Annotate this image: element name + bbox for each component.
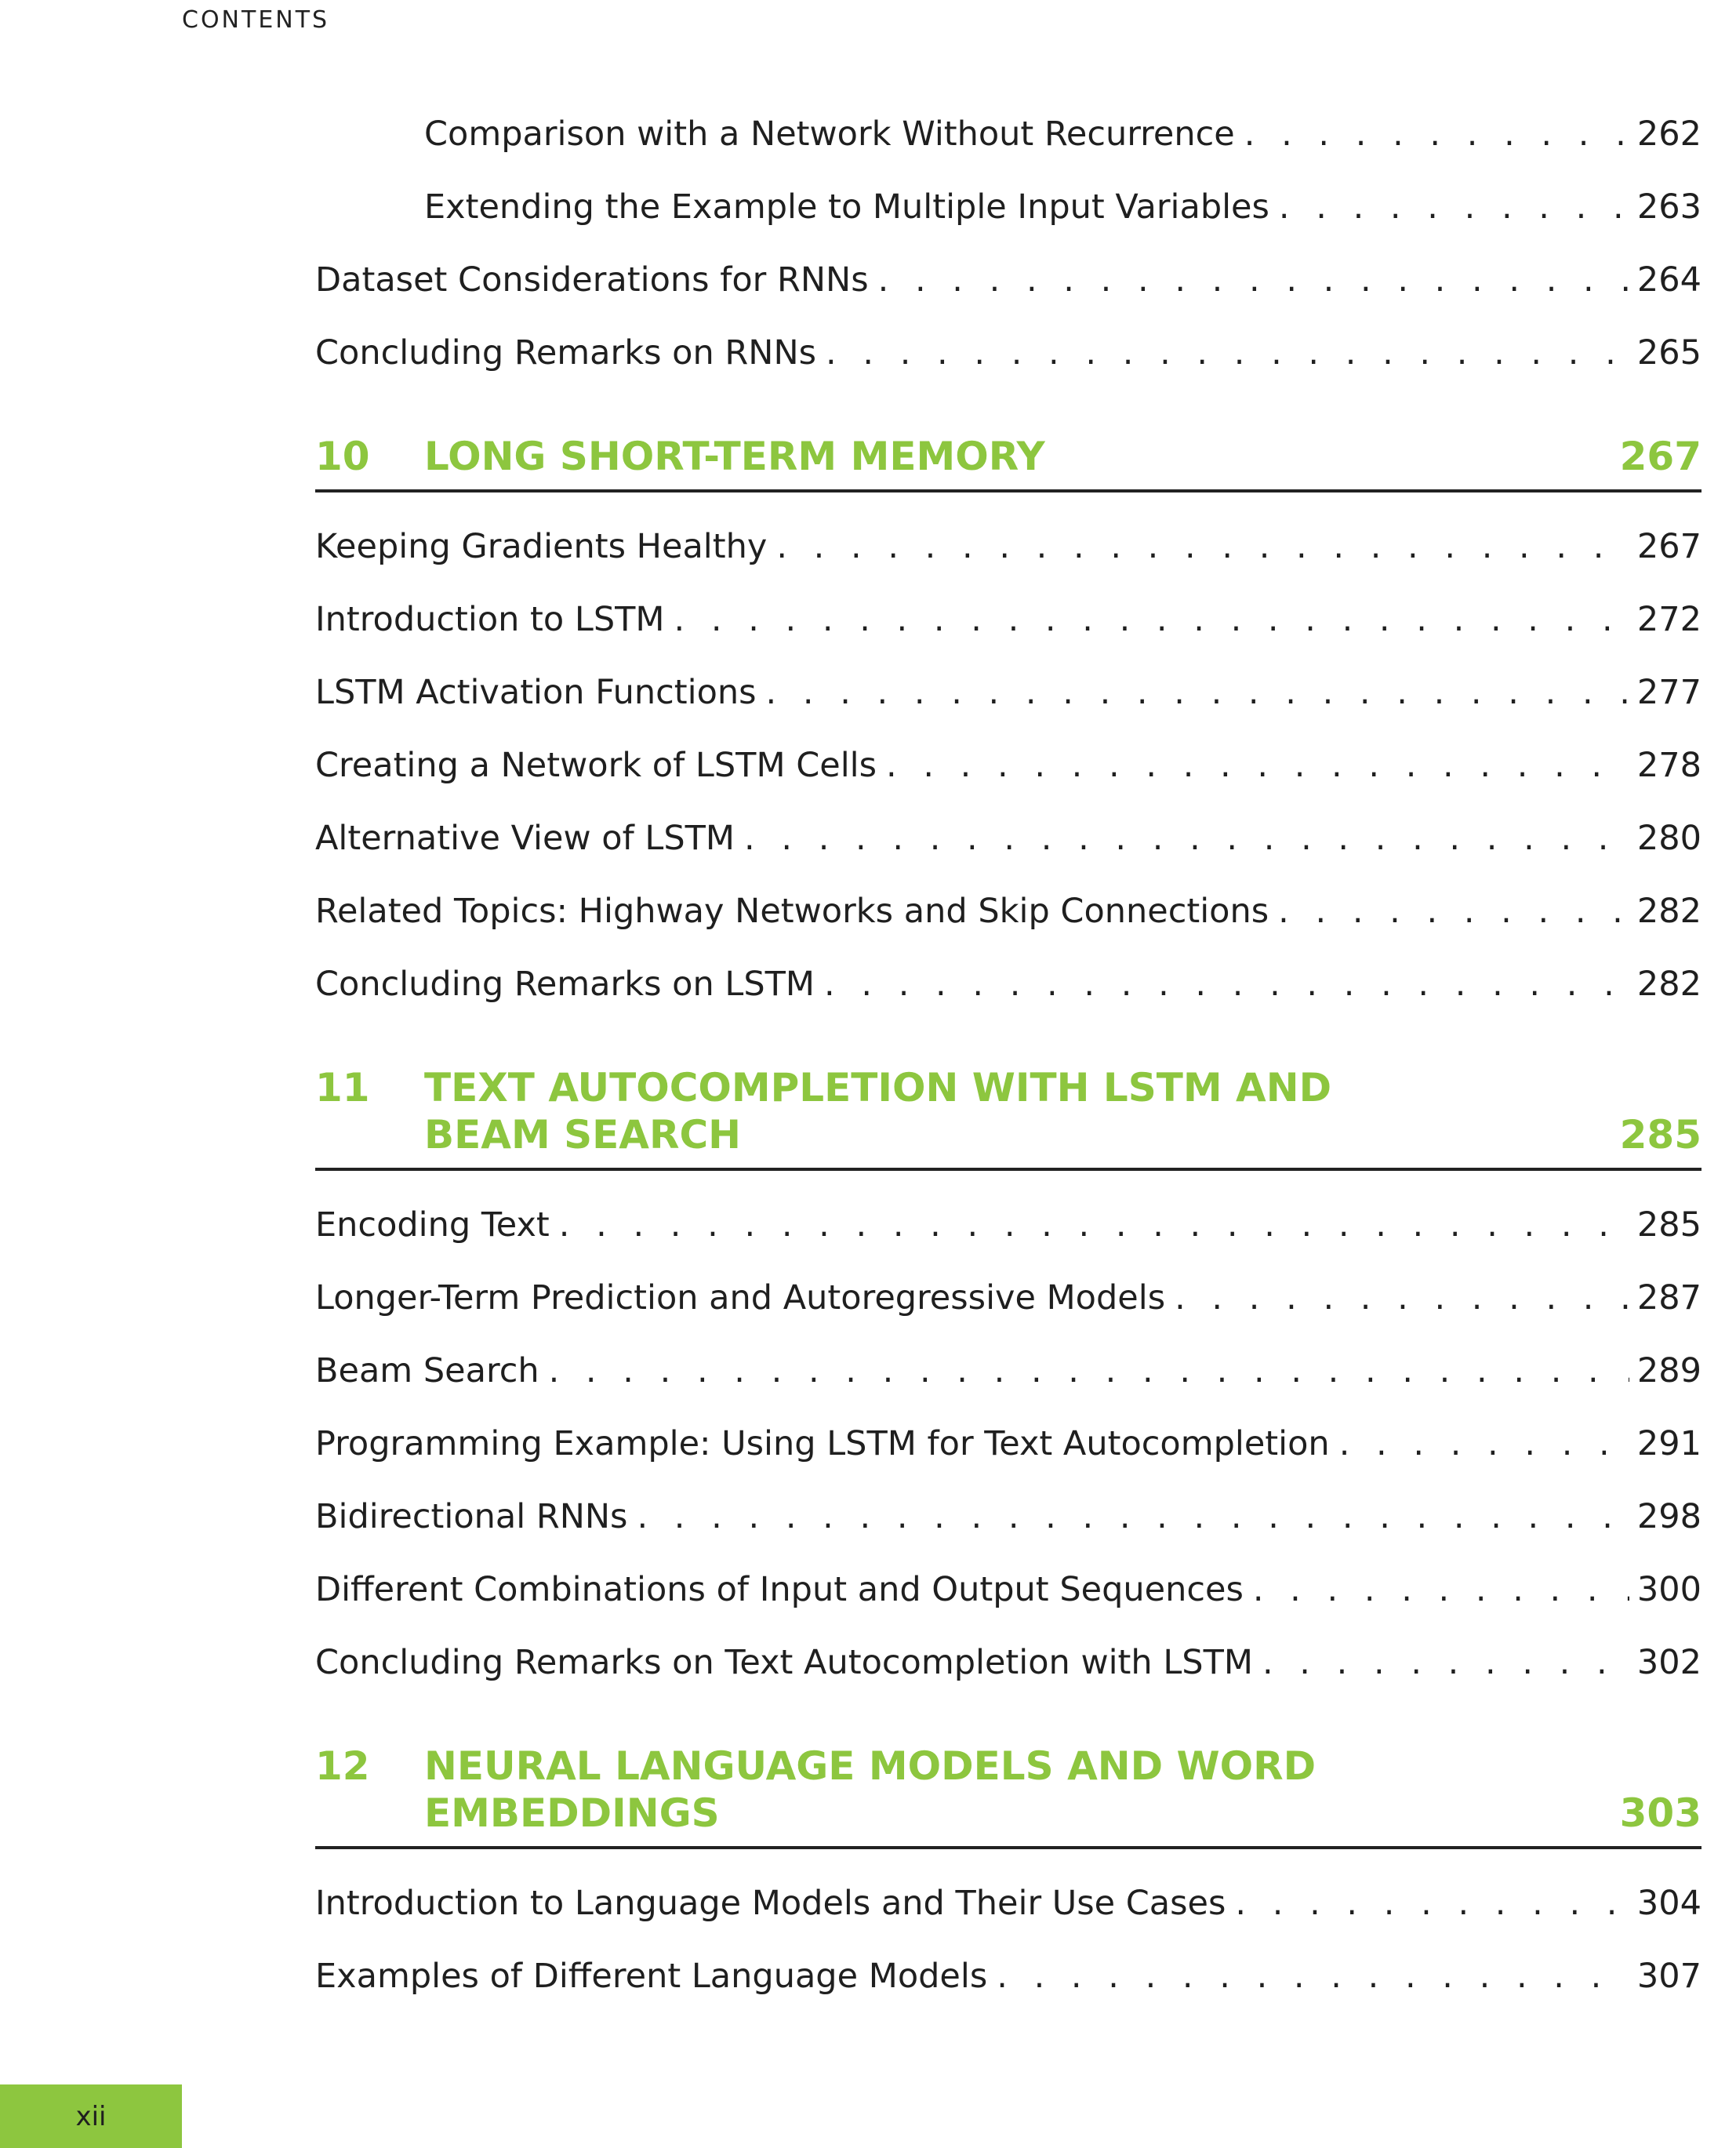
toc-entry-page: 264 bbox=[1636, 260, 1701, 300]
chapter-title: LONG SHORT-TERM MEMORY bbox=[424, 434, 1045, 479]
chapter-page: 285 bbox=[1619, 1112, 1701, 1158]
chapter-number: 12 bbox=[315, 1743, 370, 1789]
toc-entry-title: Creating a Network of LSTM Cells bbox=[315, 746, 877, 785]
toc-entry-page: 267 bbox=[1636, 527, 1701, 566]
dot-leader bbox=[549, 1354, 1629, 1388]
toc-entry[interactable] bbox=[315, 892, 1701, 968]
toc-entry-title: Comparison with a Network Without Recurrence bbox=[424, 114, 1235, 154]
toc-entry-title: Dataset Considerations for RNNs bbox=[315, 260, 869, 300]
toc-entry-page: 278 bbox=[1636, 746, 1701, 785]
toc-entry[interactable] bbox=[315, 1643, 1701, 1719]
toc-entry-title: Examples of Different Language Models bbox=[315, 1957, 988, 1996]
toc-entry-page: 272 bbox=[1636, 600, 1701, 639]
toc-entry[interactable] bbox=[315, 673, 1701, 749]
chapter-title-line-1: TEXT AUTOCOMPLETION WITH LSTM AND bbox=[424, 1065, 1332, 1110]
chapter-page: 303 bbox=[1619, 1790, 1701, 1836]
toc-entry-page: 282 bbox=[1636, 892, 1701, 931]
toc-entry-title: Concluding Remarks on LSTM bbox=[315, 965, 815, 1004]
toc-entry-title: Concluding Remarks on RNNs bbox=[315, 333, 817, 373]
toc-entry-title: Introduction to Language Models and Their Use Cases bbox=[315, 1884, 1226, 1923]
dot-leader bbox=[1339, 1427, 1629, 1461]
toc-entry-page: 291 bbox=[1636, 1424, 1701, 1463]
toc-entry[interactable] bbox=[315, 1424, 1701, 1500]
dot-leader bbox=[1262, 1646, 1629, 1680]
toc-entry[interactable] bbox=[315, 1570, 1701, 1646]
toc-entry[interactable] bbox=[315, 746, 1701, 822]
dot-leader bbox=[766, 676, 1629, 710]
toc-entry-page: 298 bbox=[1636, 1497, 1701, 1536]
toc-entry-page: 307 bbox=[1636, 1957, 1701, 1996]
chapter-number: 11 bbox=[315, 1065, 370, 1110]
dot-leader bbox=[826, 336, 1629, 370]
dot-leader bbox=[1279, 191, 1629, 224]
toc-entry-title: Related Topics: Highway Networks and Skip Connections bbox=[315, 892, 1269, 931]
toc-entry-title: Introduction to LSTM bbox=[315, 600, 665, 639]
toc-entry-title: Alternative View of LSTM bbox=[315, 819, 735, 858]
dot-leader bbox=[1235, 1887, 1629, 1921]
page-number-tab bbox=[0, 2084, 182, 2148]
chapter-title-line-2: EMBEDDINGS bbox=[424, 1790, 720, 1836]
table-of-contents bbox=[315, 114, 1701, 2033]
dot-leader bbox=[776, 530, 1629, 564]
chapter-title-line-1: NEURAL LANGUAGE MODELS AND WORD bbox=[424, 1743, 1317, 1789]
toc-entry[interactable] bbox=[315, 1205, 1701, 1281]
toc-entry-page: 265 bbox=[1636, 333, 1701, 373]
dot-leader bbox=[637, 1500, 1629, 1534]
toc-entry[interactable] bbox=[315, 527, 1701, 603]
dot-leader bbox=[1278, 895, 1629, 929]
chapter-heading-12[interactable] bbox=[315, 1743, 1701, 1849]
toc-entry-page: 289 bbox=[1636, 1351, 1701, 1390]
toc-entry-page: 287 bbox=[1636, 1278, 1701, 1318]
dot-leader bbox=[997, 1960, 1629, 1994]
toc-entry[interactable] bbox=[315, 260, 1701, 336]
chapter-number: 10 bbox=[315, 434, 370, 479]
running-head: CONTENTS bbox=[182, 6, 330, 34]
toc-entry[interactable] bbox=[315, 1957, 1701, 2033]
toc-entry-page: 302 bbox=[1636, 1643, 1701, 1682]
toc-entry-title: Longer-Term Prediction and Autoregressive Models bbox=[315, 1278, 1166, 1318]
dot-leader bbox=[1253, 1573, 1629, 1607]
dot-leader bbox=[674, 603, 1629, 637]
toc-entry[interactable] bbox=[315, 1497, 1701, 1573]
toc-entry[interactable] bbox=[315, 187, 1701, 264]
toc-entry[interactable] bbox=[315, 114, 1701, 191]
toc-entry-page: 277 bbox=[1636, 673, 1701, 712]
dot-leader bbox=[744, 822, 1629, 856]
toc-entry-page: 285 bbox=[1636, 1205, 1701, 1245]
toc-entry[interactable] bbox=[315, 1278, 1701, 1354]
toc-entry-page: 263 bbox=[1636, 187, 1701, 227]
toc-entry[interactable] bbox=[315, 965, 1701, 1041]
toc-entry-page: 282 bbox=[1636, 965, 1701, 1004]
toc-entry-title: LSTM Activation Functions bbox=[315, 673, 757, 712]
toc-entry[interactable] bbox=[315, 819, 1701, 895]
toc-entry[interactable] bbox=[315, 1884, 1701, 1960]
chapter-page: 267 bbox=[1619, 434, 1701, 479]
dot-leader bbox=[878, 264, 1629, 297]
toc-entry-title: Keeping Gradients Healthy bbox=[315, 527, 768, 566]
toc-entry-page: 304 bbox=[1636, 1884, 1701, 1923]
toc-entry-title: Bidirectional RNNs bbox=[315, 1497, 628, 1536]
chapter-title-line-2: BEAM SEARCH bbox=[424, 1112, 742, 1158]
toc-entry-title: Programming Example: Using LSTM for Text Autocompletion bbox=[315, 1424, 1330, 1463]
toc-entry[interactable] bbox=[315, 333, 1701, 409]
toc-entry-page: 300 bbox=[1636, 1570, 1701, 1609]
dot-leader bbox=[886, 749, 1629, 783]
chapter-heading-10[interactable] bbox=[315, 433, 1701, 492]
chapter-heading-11[interactable] bbox=[315, 1064, 1701, 1171]
toc-entry-title: Extending the Example to Multiple Input Variables bbox=[424, 187, 1269, 227]
toc-entry[interactable] bbox=[315, 600, 1701, 676]
dot-leader bbox=[824, 968, 1629, 1001]
toc-entry[interactable] bbox=[315, 1351, 1701, 1427]
toc-entry-title: Different Combinations of Input and Output Sequences bbox=[315, 1570, 1244, 1609]
dot-leader bbox=[559, 1208, 1629, 1242]
toc-entry-title: Beam Search bbox=[315, 1351, 539, 1390]
toc-entry-title: Encoding Text bbox=[315, 1205, 550, 1245]
dot-leader bbox=[1244, 118, 1629, 151]
toc-entry-page: 280 bbox=[1636, 819, 1701, 858]
toc-entry-title: Concluding Remarks on Text Autocompletion with LSTM bbox=[315, 1643, 1253, 1682]
page-number: xii bbox=[75, 2100, 107, 2132]
dot-leader bbox=[1175, 1281, 1629, 1315]
toc-entry-page: 262 bbox=[1636, 114, 1701, 154]
